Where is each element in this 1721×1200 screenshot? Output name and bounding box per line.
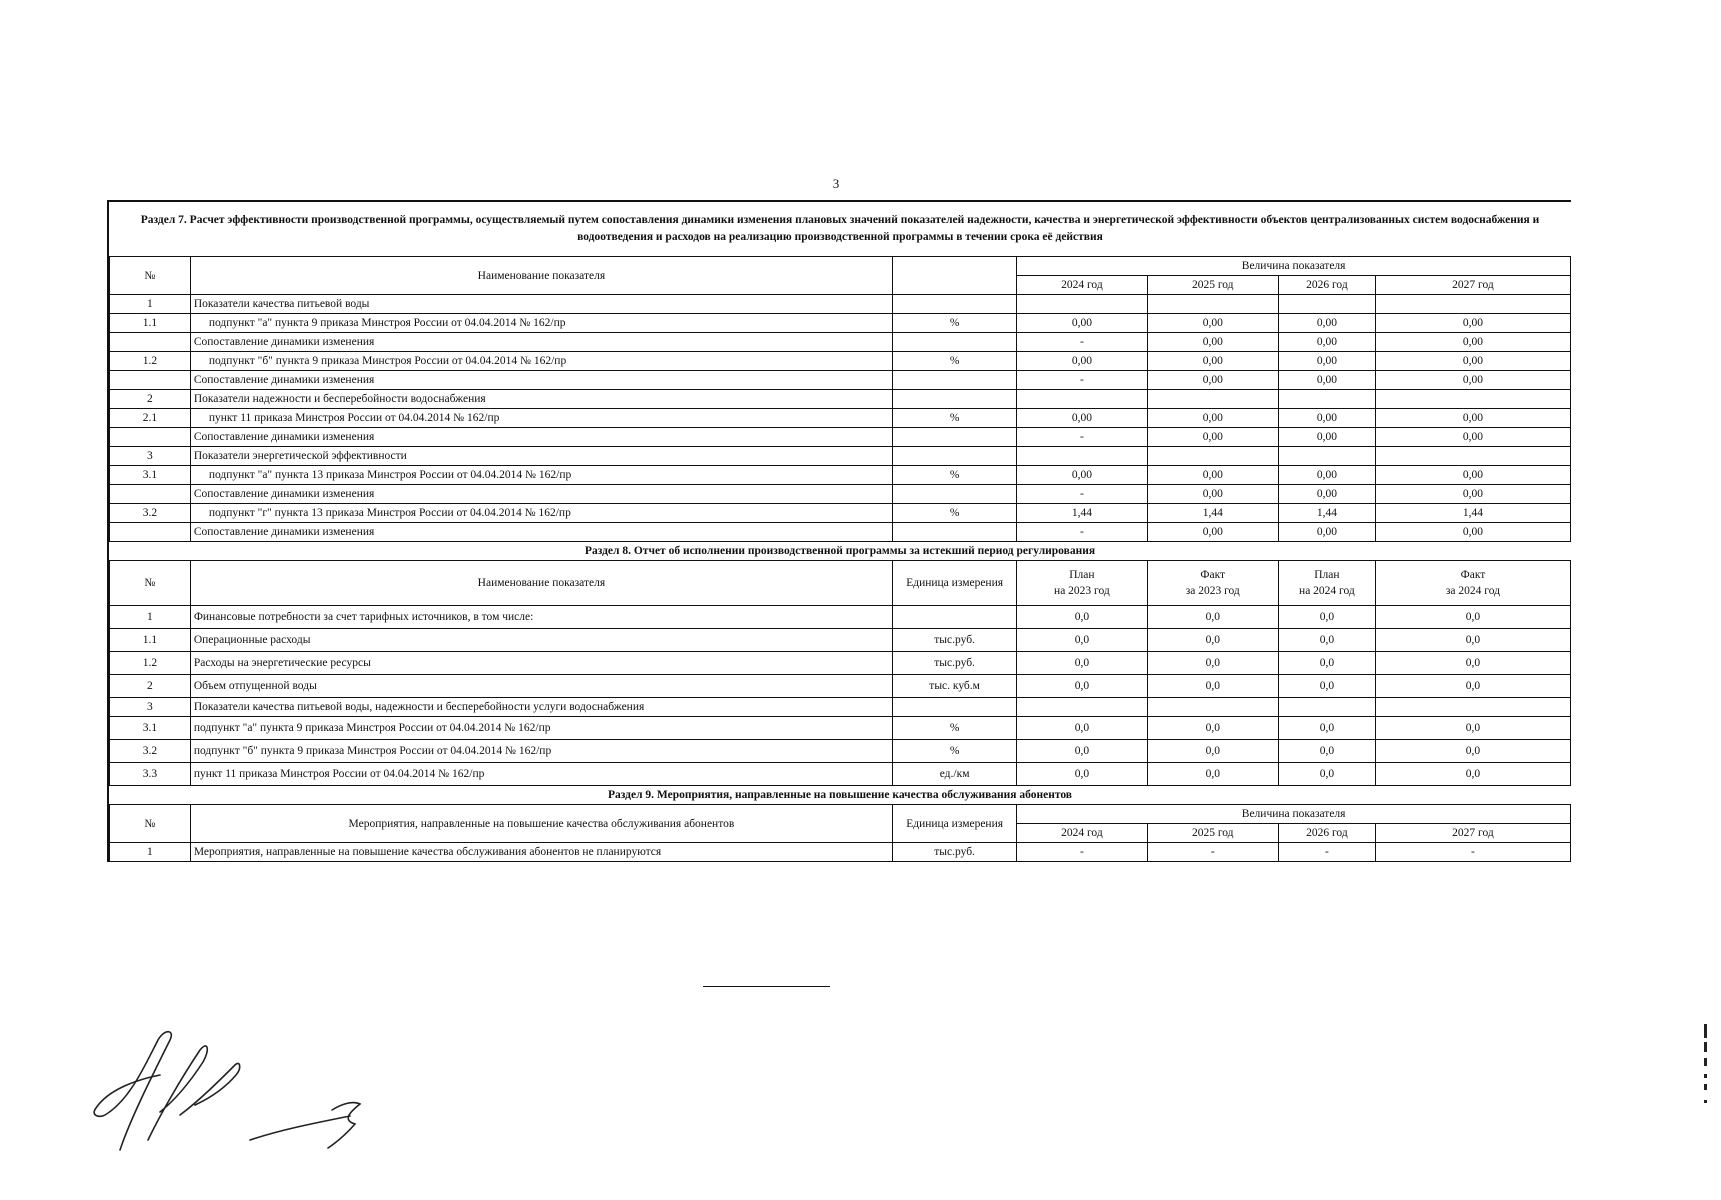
table-row bbox=[110, 504, 1571, 523]
table-row bbox=[110, 629, 1571, 652]
column-header-number: № bbox=[110, 257, 191, 295]
table-row bbox=[110, 428, 1571, 447]
column-header-period-kind: Факт bbox=[1460, 569, 1486, 581]
row-indicator-name: Объем отпущенной воды bbox=[190, 675, 892, 698]
row-indicator-name: Показатели качества питьевой воды bbox=[190, 295, 892, 314]
row-value: 0,0 bbox=[1147, 652, 1278, 675]
row-value: 0,0 bbox=[1375, 717, 1570, 740]
column-header-period bbox=[1375, 561, 1570, 606]
row-indicator-name: Сопоставление динамики изменения bbox=[190, 485, 892, 504]
row-indicator-name: Финансовые потребности за счет тарифных источников, в том числе: bbox=[190, 606, 892, 629]
table-row bbox=[110, 843, 1571, 862]
row-value bbox=[1017, 447, 1147, 466]
row-indicator-name: подпункт "б" пункта 9 приказа Минстроя России от 04.04.2014 № 162/пр bbox=[190, 740, 892, 763]
row-unit: % bbox=[892, 466, 1016, 485]
column-header-value-group: Величина показателя bbox=[1017, 257, 1571, 276]
row-value: 0,00 bbox=[1147, 523, 1278, 542]
row-value: - bbox=[1017, 523, 1147, 542]
row-indicator-name: Сопоставление динамики изменения bbox=[190, 371, 892, 390]
row-value: 0,0 bbox=[1375, 763, 1570, 786]
row-value: 0,00 bbox=[1375, 333, 1570, 352]
row-number: 1.2 bbox=[110, 352, 191, 371]
row-unit bbox=[892, 333, 1016, 352]
report-sheet bbox=[107, 200, 1571, 862]
row-number bbox=[110, 485, 191, 504]
row-value: 0,0 bbox=[1147, 763, 1278, 786]
row-number: 1 bbox=[110, 843, 191, 862]
section-7-title: Раздел 7. Расчет эффективности производственной программы, осуществляемый путем сопоставления динамики изменения плановых значений показателей надежности, качества и энергетической эффективности объектов централизованных систем водоснабжения и водоотведения и расходов на реализацию производственной программы в течении срока её действия bbox=[140, 214, 1540, 243]
table-row bbox=[110, 675, 1571, 698]
row-value: - bbox=[1147, 843, 1278, 862]
section-9-header-row bbox=[110, 805, 1571, 824]
row-number: 3.3 bbox=[110, 763, 191, 786]
column-header-period-kind: План bbox=[1069, 569, 1095, 581]
row-value: 0,00 bbox=[1017, 352, 1147, 371]
row-value: 0,00 bbox=[1278, 409, 1375, 428]
row-value bbox=[1017, 698, 1147, 717]
column-header-period bbox=[1017, 561, 1147, 606]
row-value: 0,00 bbox=[1147, 371, 1278, 390]
row-value: 0,0 bbox=[1147, 717, 1278, 740]
row-value: 0,00 bbox=[1375, 371, 1570, 390]
table-row bbox=[110, 295, 1571, 314]
row-value bbox=[1375, 295, 1570, 314]
table-row bbox=[110, 698, 1571, 717]
row-indicator-name: Операционные расходы bbox=[190, 629, 892, 652]
row-value: 1,44 bbox=[1278, 504, 1375, 523]
row-unit bbox=[892, 295, 1016, 314]
table-row bbox=[110, 466, 1571, 485]
row-number: 2 bbox=[110, 390, 191, 409]
row-value bbox=[1147, 390, 1278, 409]
column-header-year: 2025 год bbox=[1147, 824, 1278, 843]
column-header-year: 2026 год bbox=[1278, 276, 1375, 295]
row-value: 0,00 bbox=[1017, 466, 1147, 485]
section-8-title-row bbox=[110, 542, 1571, 561]
row-value: 1,44 bbox=[1375, 504, 1570, 523]
row-value: 0,0 bbox=[1375, 606, 1570, 629]
column-header-unit: Единица измерения bbox=[892, 805, 1016, 843]
row-value: 0,0 bbox=[1278, 606, 1375, 629]
row-value: 0,0 bbox=[1278, 717, 1375, 740]
column-header-year: 2024 год bbox=[1017, 824, 1147, 843]
row-number: 1.1 bbox=[110, 629, 191, 652]
table-row bbox=[110, 409, 1571, 428]
column-header-period-year: за 2024 год bbox=[1445, 585, 1500, 597]
row-value: 0,0 bbox=[1017, 652, 1147, 675]
table-row bbox=[110, 371, 1571, 390]
row-value bbox=[1375, 447, 1570, 466]
column-header-period bbox=[1278, 561, 1375, 606]
row-indicator-name: подпункт "а" пункта 13 приказа Минстроя России от 04.04.2014 № 162/пр bbox=[190, 466, 892, 485]
row-value bbox=[1278, 390, 1375, 409]
row-value: 1,44 bbox=[1147, 504, 1278, 523]
row-number: 1.1 bbox=[110, 314, 191, 333]
column-header-period-kind: Факт bbox=[1200, 569, 1226, 581]
table-row bbox=[110, 485, 1571, 504]
row-number: 1.2 bbox=[110, 652, 191, 675]
row-unit bbox=[892, 606, 1016, 629]
row-value: 0,00 bbox=[1147, 485, 1278, 504]
column-header-unit: Единица измерения bbox=[892, 561, 1016, 606]
table-row bbox=[110, 717, 1571, 740]
row-value: 0,00 bbox=[1375, 409, 1570, 428]
row-value bbox=[1147, 295, 1278, 314]
row-unit bbox=[892, 485, 1016, 504]
row-value: 0,00 bbox=[1278, 428, 1375, 447]
column-header-period-kind: План bbox=[1314, 569, 1340, 581]
table-row bbox=[110, 352, 1571, 371]
row-indicator-name: подпункт "а" пункта 9 приказа Минстроя России от 04.04.2014 № 162/пр bbox=[190, 717, 892, 740]
row-indicator-name: Расходы на энергетические ресурсы bbox=[190, 652, 892, 675]
table-row bbox=[110, 763, 1571, 786]
column-header-number: № bbox=[110, 561, 191, 606]
row-indicator-name: Показатели надежности и бесперебойности водоснабжения bbox=[190, 390, 892, 409]
row-value: 0,0 bbox=[1147, 606, 1278, 629]
row-value: 0,00 bbox=[1017, 314, 1147, 333]
closing-rule bbox=[703, 986, 830, 987]
row-value: 0,00 bbox=[1017, 409, 1147, 428]
row-indicator-name: подпункт "г" пункта 13 приказа Минстроя России от 04.04.2014 № 162/пр bbox=[190, 504, 892, 523]
row-value: 0,00 bbox=[1278, 466, 1375, 485]
row-unit: % bbox=[892, 409, 1016, 428]
row-number: 1 bbox=[110, 606, 191, 629]
row-value: 0,00 bbox=[1147, 333, 1278, 352]
column-header-year: 2024 год bbox=[1017, 276, 1147, 295]
row-value: 0,0 bbox=[1278, 629, 1375, 652]
column-header-year: 2027 год bbox=[1375, 276, 1570, 295]
table-row bbox=[110, 390, 1571, 409]
row-value: 0,0 bbox=[1017, 675, 1147, 698]
row-unit: ед./км bbox=[892, 763, 1016, 786]
row-unit: тыс.руб. bbox=[892, 843, 1016, 862]
row-value: 0,00 bbox=[1278, 352, 1375, 371]
row-indicator-name: Сопоставление динамики изменения bbox=[190, 428, 892, 447]
row-value bbox=[1278, 698, 1375, 717]
row-value: 0,00 bbox=[1147, 409, 1278, 428]
signature-marks bbox=[60, 1020, 380, 1160]
row-value: 0,0 bbox=[1278, 763, 1375, 786]
row-value: 0,0 bbox=[1147, 629, 1278, 652]
row-value: 0,0 bbox=[1278, 675, 1375, 698]
row-value: 0,0 bbox=[1147, 740, 1278, 763]
report-table bbox=[109, 256, 1571, 862]
table-row bbox=[110, 314, 1571, 333]
row-unit: % bbox=[892, 717, 1016, 740]
section-9-title-row bbox=[110, 786, 1571, 805]
row-unit bbox=[892, 390, 1016, 409]
section-8-header-row bbox=[110, 561, 1571, 606]
table-row bbox=[110, 523, 1571, 542]
column-header-value-group: Величина показателя bbox=[1017, 805, 1571, 824]
column-header-unit bbox=[892, 257, 1016, 295]
row-indicator-name: подпункт "б" пункта 9 приказа Минстроя России от 04.04.2014 № 162/пр bbox=[190, 352, 892, 371]
table-row bbox=[110, 447, 1571, 466]
row-value: 0,00 bbox=[1147, 466, 1278, 485]
row-unit: % bbox=[892, 314, 1016, 333]
row-value: 0,0 bbox=[1017, 717, 1147, 740]
section-9-title: Раздел 9. Мероприятия, направленные на повышение качества обслуживания абонентов bbox=[110, 786, 1571, 805]
row-number bbox=[110, 523, 191, 542]
table-row bbox=[110, 333, 1571, 352]
row-indicator-name: пункт 11 приказа Минстроя России от 04.04.2014 № 162/пр bbox=[190, 409, 892, 428]
row-value: 0,0 bbox=[1278, 652, 1375, 675]
row-indicator-name: пункт 11 приказа Минстроя России от 04.04.2014 № 162/пр bbox=[190, 763, 892, 786]
column-header-year: 2026 год bbox=[1278, 824, 1375, 843]
row-value: 0,00 bbox=[1278, 523, 1375, 542]
row-value bbox=[1278, 447, 1375, 466]
section-8-title: Раздел 8. Отчет об исполнении производственной программы за истекший период регулирования bbox=[110, 542, 1571, 561]
row-value: - bbox=[1375, 843, 1570, 862]
row-number: 3.1 bbox=[110, 466, 191, 485]
row-number: 2.1 bbox=[110, 409, 191, 428]
row-indicator-name: Сопоставление динамики изменения bbox=[190, 523, 892, 542]
row-unit bbox=[892, 428, 1016, 447]
row-number: 1 bbox=[110, 295, 191, 314]
row-value: 0,0 bbox=[1017, 740, 1147, 763]
column-header-period-year: за 2023 год bbox=[1185, 585, 1240, 597]
row-unit: тыс.руб. bbox=[892, 629, 1016, 652]
row-value: 0,00 bbox=[1375, 466, 1570, 485]
row-value: 0,00 bbox=[1375, 485, 1570, 504]
row-value: 0,0 bbox=[1017, 629, 1147, 652]
column-header-name: Наименование показателя bbox=[190, 257, 892, 295]
row-value bbox=[1147, 698, 1278, 717]
row-number bbox=[110, 333, 191, 352]
row-number: 3.1 bbox=[110, 717, 191, 740]
row-indicator-name: Показатели энергетической эффективности bbox=[190, 447, 892, 466]
column-header-number: № bbox=[110, 805, 191, 843]
row-value: 0,0 bbox=[1278, 740, 1375, 763]
row-value bbox=[1375, 390, 1570, 409]
column-header-year: 2025 год bbox=[1147, 276, 1278, 295]
section-7-header-row bbox=[110, 257, 1571, 276]
row-value: 0,00 bbox=[1375, 523, 1570, 542]
row-number: 3 bbox=[110, 698, 191, 717]
row-value: - bbox=[1017, 485, 1147, 504]
row-value: 0,00 bbox=[1278, 371, 1375, 390]
row-unit bbox=[892, 523, 1016, 542]
column-header-period-year: на 2023 год bbox=[1054, 585, 1110, 597]
column-header-period-year: на 2024 год bbox=[1299, 585, 1355, 597]
row-activity-name: Мероприятия, направленные на повышение качества обслуживания абонентов не планируются bbox=[190, 843, 892, 862]
row-value: 0,00 bbox=[1147, 352, 1278, 371]
row-value: 0,00 bbox=[1375, 352, 1570, 371]
row-unit: тыс.руб. bbox=[892, 652, 1016, 675]
row-unit bbox=[892, 371, 1016, 390]
row-value bbox=[1375, 698, 1570, 717]
row-indicator-name: подпункт "а" пункта 9 приказа Минстроя России от 04.04.2014 № 162/пр bbox=[190, 314, 892, 333]
row-value: 0,00 bbox=[1147, 428, 1278, 447]
column-header-year: 2027 год bbox=[1375, 824, 1570, 843]
row-number bbox=[110, 428, 191, 447]
row-unit: % bbox=[892, 740, 1016, 763]
row-unit bbox=[892, 698, 1016, 717]
row-value: 0,0 bbox=[1017, 606, 1147, 629]
row-value: 0,0 bbox=[1017, 763, 1147, 786]
row-value: - bbox=[1017, 843, 1147, 862]
row-value: - bbox=[1017, 428, 1147, 447]
row-value: 0,00 bbox=[1375, 314, 1570, 333]
row-number: 3.2 bbox=[110, 740, 191, 763]
row-value: 0,0 bbox=[1375, 652, 1570, 675]
table-row bbox=[110, 740, 1571, 763]
row-value bbox=[1017, 295, 1147, 314]
row-unit: % bbox=[892, 504, 1016, 523]
row-number: 3 bbox=[110, 447, 191, 466]
row-value: 0,00 bbox=[1375, 428, 1570, 447]
row-number: 2 bbox=[110, 675, 191, 698]
row-value: 0,00 bbox=[1278, 485, 1375, 504]
column-header-period bbox=[1147, 561, 1278, 606]
page-number: 3 bbox=[832, 176, 840, 191]
column-header-name: Наименование показателя bbox=[190, 561, 892, 606]
row-value bbox=[1147, 447, 1278, 466]
row-value bbox=[1017, 390, 1147, 409]
row-value: 1,44 bbox=[1017, 504, 1147, 523]
table-row bbox=[110, 652, 1571, 675]
row-number: 3.2 bbox=[110, 504, 191, 523]
report-table-body bbox=[110, 257, 1571, 862]
table-row bbox=[110, 606, 1571, 629]
row-indicator-name: Сопоставление динамики изменения bbox=[190, 333, 892, 352]
edge-marks bbox=[1703, 1020, 1709, 1120]
row-value: - bbox=[1278, 843, 1375, 862]
row-value: 0,0 bbox=[1375, 740, 1570, 763]
row-value: 0,0 bbox=[1375, 675, 1570, 698]
row-value bbox=[1278, 295, 1375, 314]
row-value: - bbox=[1017, 333, 1147, 352]
row-value: - bbox=[1017, 371, 1147, 390]
column-header-name: Мероприятия, направленные на повышение качества обслуживания абонентов bbox=[190, 805, 892, 843]
row-value: 0,00 bbox=[1147, 314, 1278, 333]
row-unit: тыс. куб.м bbox=[892, 675, 1016, 698]
row-indicator-name: Показатели качества питьевой воды, надежности и бесперебойности услуги водоснабжения bbox=[190, 698, 892, 717]
row-unit bbox=[892, 447, 1016, 466]
row-value: 0,00 bbox=[1278, 314, 1375, 333]
row-value: 0,00 bbox=[1278, 333, 1375, 352]
row-value: 0,0 bbox=[1147, 675, 1278, 698]
row-unit: % bbox=[892, 352, 1016, 371]
row-number bbox=[110, 371, 191, 390]
row-value: 0,0 bbox=[1375, 629, 1570, 652]
